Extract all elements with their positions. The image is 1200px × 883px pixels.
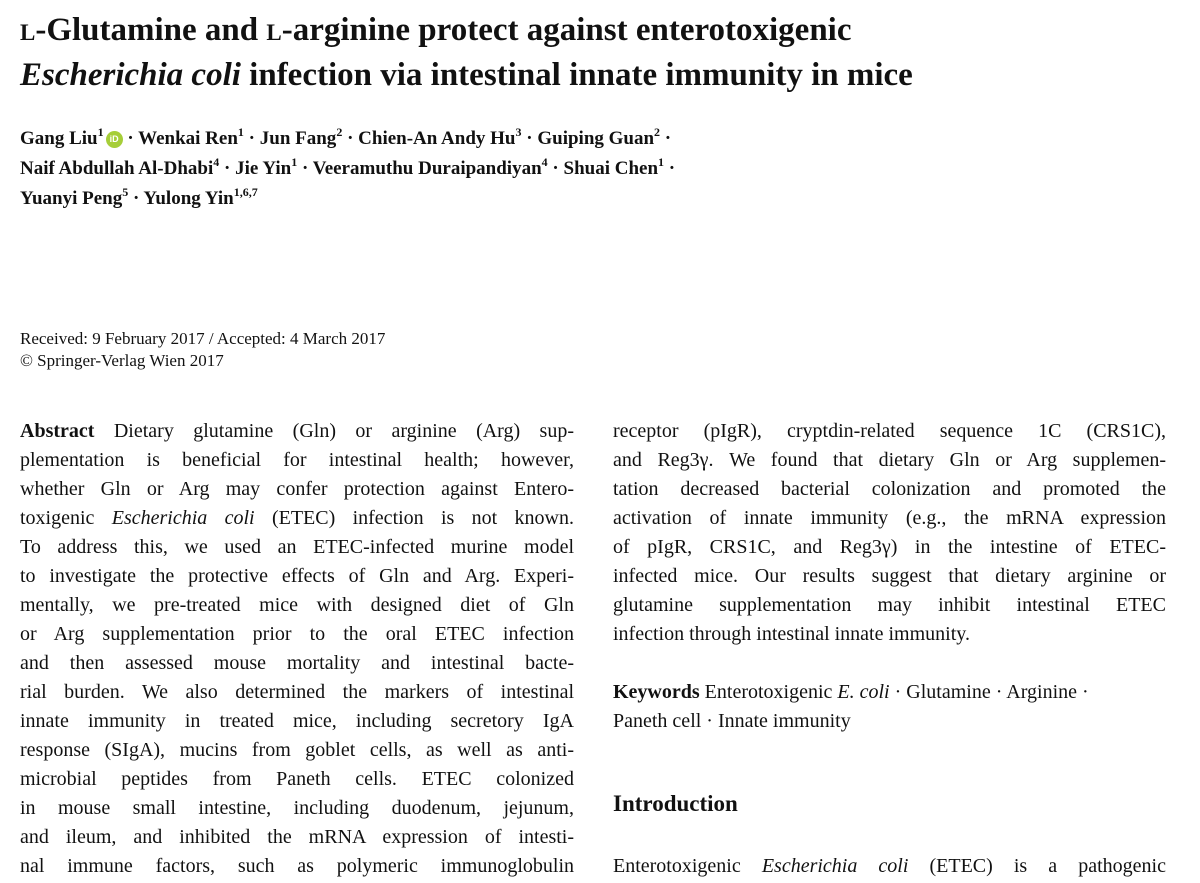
abstract-line: To address this, we used an ETEC-infected murine model — [20, 536, 574, 558]
abstract-line: to investigate the protective effects of Gln and Arg. Experi- — [20, 565, 574, 587]
author-separator: · — [297, 158, 313, 179]
author-affiliation-number: 1 — [291, 154, 298, 169]
author-separator: · — [521, 128, 538, 149]
author-separator: · — [219, 158, 236, 179]
copyright-notice: © Springer-Verlag Wien 2017 — [20, 351, 224, 370]
title-italic-species: Escherichia coli — [20, 57, 241, 93]
author-name: Jun Fang — [259, 128, 337, 149]
keywords-line-1 — [613, 678, 1173, 707]
abstract-line: microbial peptides from Paneth cells. ETEC colonized — [20, 768, 574, 790]
author-name: Veeramuthu Duraipandiyan — [312, 158, 542, 179]
keywords-label: Keywords — [613, 681, 700, 703]
author-affiliation-number: 3 — [515, 124, 522, 139]
abstract-text: toxigenic — [20, 507, 112, 529]
abstract-column-left — [20, 417, 574, 881]
author-name: Jie Yin — [235, 158, 292, 179]
abstract-line: of pIgR, CRS1C, and Reg3γ) in the intestine of ETEC- — [613, 536, 1166, 558]
author-entry[interactable] — [312, 154, 564, 179]
title-text: infection via intestinal innate immunity in mice — [240, 57, 913, 93]
abstract-line: infected mice. Our results suggest that dietary arginine or — [613, 565, 1166, 587]
title-line-1 — [20, 8, 1180, 53]
author-affiliation-number: 1,6,7 — [233, 184, 258, 199]
author-entry[interactable] — [563, 154, 676, 179]
abstract-line: and Reg3γ. We found that dietary Gln or Arg supplemen- — [613, 449, 1166, 471]
author-affiliation-number: 1 — [237, 124, 244, 139]
abstract-line: infection through intestinal innate immunity. — [613, 623, 970, 645]
keywords-italic: E. coli — [837, 681, 890, 703]
author-affiliation-number: 4 — [213, 154, 220, 169]
author-separator: · — [243, 128, 260, 149]
author-name: Yuanyi Peng — [20, 188, 123, 209]
author-affiliation-number: 1 — [658, 154, 665, 169]
keywords-text: Enterotoxigenic — [699, 681, 838, 703]
abstract-line: or Arg supplementation prior to the oral ETEC infection — [20, 623, 574, 645]
article-meta — [20, 328, 720, 372]
introduction-heading: Introduction — [613, 791, 738, 816]
abstract-label: Abstract — [20, 420, 95, 442]
title-l-prefix: l — [266, 12, 282, 48]
article-title — [20, 8, 1180, 98]
abstract-line: plementation is beneficial for intestinal health; however, — [20, 449, 574, 471]
author-separator: · — [122, 128, 139, 149]
introduction-first-line — [613, 852, 1166, 881]
keywords-block — [613, 678, 1173, 736]
author-entry[interactable] — [358, 124, 538, 149]
abstract-line: glutamine supplementation may inhibit intestinal ETEC — [613, 594, 1166, 616]
author-affiliation-number: 2 — [654, 124, 661, 139]
abstract-line: tation decreased bacterial colonization and promoted the — [613, 478, 1166, 500]
abstract-line: rial burden. We also determined the markers of intestinal — [20, 681, 574, 703]
author-affiliation-number: 2 — [336, 124, 343, 139]
abstract-line: in mouse small intestine, including duodenum, jejunum, — [20, 797, 574, 819]
author-name: Gang Liu — [20, 128, 98, 149]
author-separator: · — [547, 158, 564, 179]
author-name: Chien-An Andy Hu — [358, 128, 516, 149]
abstract-italic-species: Escherichia coli — [111, 507, 255, 529]
title-line-2 — [20, 53, 1180, 98]
author-entry[interactable] — [259, 124, 359, 149]
abstract-text: (ETEC) infection is not known. — [254, 507, 574, 529]
author-separator: · — [660, 128, 672, 149]
orcid-icon[interactable]: iD — [106, 131, 123, 148]
title-text: -Glutamine and — [35, 12, 267, 48]
author-affiliation-number: 5 — [122, 184, 129, 199]
abstract-column-right — [613, 417, 1166, 649]
author-entry[interactable] — [20, 154, 236, 179]
abstract-line: nal immune factors, such as polymeric immunoglobulin — [20, 855, 574, 877]
author-entry[interactable] — [143, 184, 258, 209]
author-entry[interactable] — [20, 184, 144, 209]
author-name: Wenkai Ren — [138, 128, 238, 149]
abstract-line: response (SIgA), mucins from goblet cells, as well as anti- — [20, 739, 574, 761]
abstract-line — [20, 504, 574, 533]
intro-text: Enterotoxigenic — [613, 855, 762, 877]
author-name: Yulong Yin — [143, 188, 234, 209]
abstract-line: and then assessed mouse mortality and intestinal bacte- — [20, 652, 574, 674]
title-l-prefix: l — [20, 12, 36, 48]
abstract-line: whether Gln or Arg may confer protection against Entero- — [20, 478, 574, 500]
abstract-line: and ileum, and inhibited the mRNA expression of intesti- — [20, 826, 574, 848]
abstract-line: mentally, we pre-treated mice with designed diet of Gln — [20, 594, 574, 616]
author-name: Shuai Chen — [563, 158, 659, 179]
author-name: Naif Abdullah Al-Dhabi — [20, 158, 214, 179]
keywords-text: · Glutamine · Arginine · — [889, 681, 1089, 703]
author-entry[interactable] — [235, 154, 313, 179]
author-affiliation-number: 4 — [541, 154, 548, 169]
abstract-line — [20, 417, 574, 446]
title-text: -arginine protect against enterotoxigenic — [281, 12, 852, 48]
author-separator: · — [128, 188, 144, 209]
intro-text: (ETEC) is a pathogenic — [908, 855, 1166, 877]
received-accepted-dates: Received: 9 February 2017 / Accepted: 4 March 2017 — [20, 329, 386, 348]
abstract-text: Dietary glutamine (Gln) or arginine (Arg) sup- — [94, 420, 574, 442]
author-name: Guiping Guan — [537, 128, 655, 149]
abstract-line: innate immunity in treated mice, including secretory IgA — [20, 710, 574, 732]
author-entry[interactable] — [537, 124, 672, 149]
intro-italic-species: Escherichia coli — [761, 855, 909, 877]
keywords-line-2: Paneth cell · Innate immunity — [613, 710, 851, 732]
author-entry[interactable] — [20, 124, 139, 149]
author-list — [20, 124, 1180, 214]
author-separator: · — [342, 128, 359, 149]
author-entry[interactable] — [138, 124, 260, 149]
author-separator: · — [664, 158, 676, 179]
abstract-line: receptor (pIgR), cryptdin-related sequence 1C (CRS1C), — [613, 420, 1166, 442]
author-affiliation-number: 1 — [97, 124, 104, 139]
intro-line — [613, 852, 1166, 881]
abstract-line: activation of innate immunity (e.g., the mRNA expression — [613, 507, 1166, 529]
